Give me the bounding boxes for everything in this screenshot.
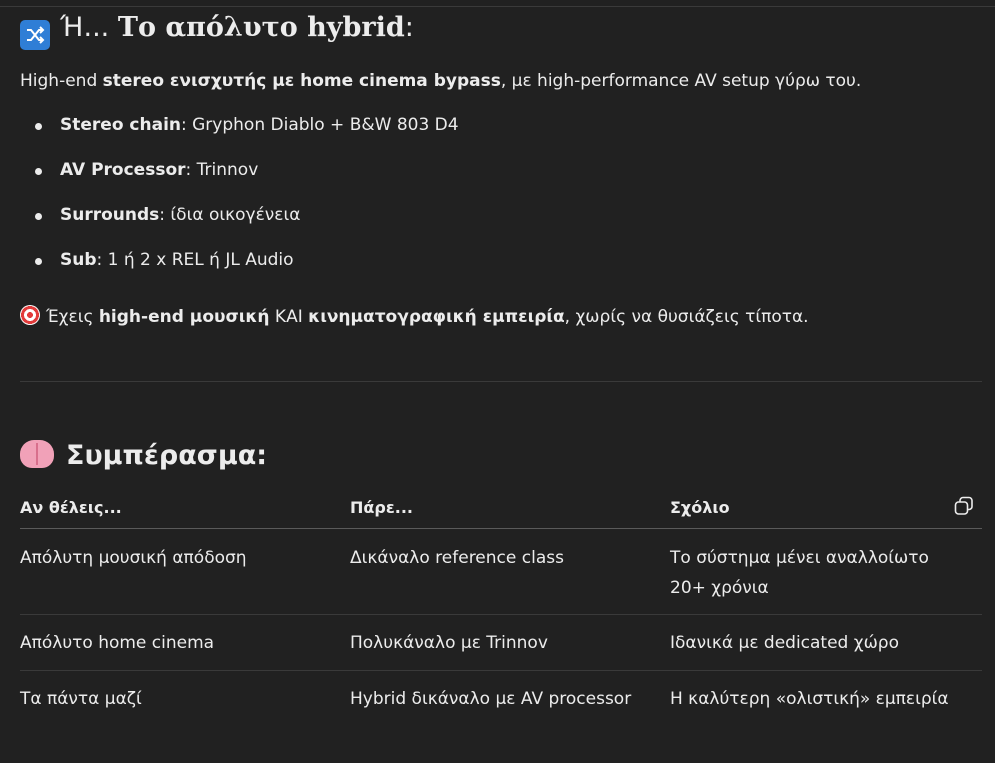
- title-prefix: Ή...: [60, 12, 118, 43]
- summary-text-2: ΚΑΙ: [269, 307, 309, 327]
- summary-text-3: , χωρίς να θυσιάζεις τίποτα.: [564, 307, 809, 327]
- summary-paragraph: [20, 302, 809, 332]
- table-cell: Ιδανικά με dedicated χώρο: [670, 633, 900, 653]
- item-label: AV Processor: [60, 160, 186, 180]
- table-cell: Η καλύτερη «ολιστική» εμπειρία: [670, 689, 949, 709]
- hybrid-section-title: [20, 8, 414, 50]
- table-header-cell: Πάρε...: [350, 498, 413, 517]
- list-item: [20, 155, 459, 200]
- intro-paragraph: [20, 66, 861, 96]
- item-value: : Gryphon Diablo + B&W 803 D4: [181, 115, 459, 135]
- table-row: [20, 615, 982, 671]
- intro-text-2: , με high-performance AV setup γύρω του.: [500, 71, 862, 91]
- copy-icon[interactable]: [954, 496, 974, 516]
- item-label: Stereo chain: [60, 115, 181, 135]
- summary-bold-1: high-end μουσική: [98, 307, 270, 327]
- item-value: : ίδια οικογένεια: [159, 205, 301, 225]
- conclusion-table: [20, 488, 982, 727]
- table-cell: Το σύστημα μένει αναλλοίωτο 20+ χρόνια: [670, 548, 929, 598]
- item-value: : Trinnov: [185, 160, 259, 180]
- item-value: : 1 ή 2 x REL ή JL Audio: [96, 250, 294, 270]
- conclusion-title-text: Συμπέρασμα:: [66, 440, 268, 471]
- conclusion-title: [20, 436, 267, 476]
- table-header-cell: Αν θέλεις...: [20, 498, 122, 517]
- target-icon: [20, 305, 40, 325]
- table-cell: Τα πάντα μαζί: [20, 689, 142, 709]
- intro-text-1: High-end: [20, 71, 103, 91]
- section-divider: [20, 381, 982, 382]
- top-divider: [0, 0, 995, 7]
- title-bold: Το απόλυτο hybrid: [117, 12, 405, 43]
- title-suffix: :: [404, 12, 414, 43]
- table-cell: Πολυκάναλο με Trinnov: [350, 633, 548, 653]
- table-header-cell: Σχόλιο: [670, 498, 730, 517]
- table-cell: Απόλυτη μουσική απόδοση: [20, 548, 247, 568]
- table-cell: Hybrid δικάναλο με AV processor: [350, 689, 632, 709]
- item-label: Sub: [60, 250, 97, 270]
- list-item: [20, 200, 459, 245]
- table-row: [20, 529, 982, 615]
- table-header-row: [20, 488, 982, 529]
- table-cell: Δικάναλο reference class: [350, 548, 564, 568]
- item-label: Surrounds: [60, 205, 160, 225]
- shuffle-icon: [20, 20, 50, 50]
- summary-bold-2: κινηματογραφική εμπειρία: [308, 307, 565, 327]
- summary-text-1: Έχεις: [46, 307, 99, 327]
- table-cell: Απόλυτο home cinema: [20, 633, 215, 653]
- intro-bold: stereo ενισχυτής με home cinema bypass: [102, 71, 501, 91]
- brain-icon: [20, 440, 54, 468]
- spec-list: [20, 110, 459, 290]
- list-item: [20, 245, 459, 290]
- table-row: [20, 671, 982, 727]
- list-item: [20, 110, 459, 155]
